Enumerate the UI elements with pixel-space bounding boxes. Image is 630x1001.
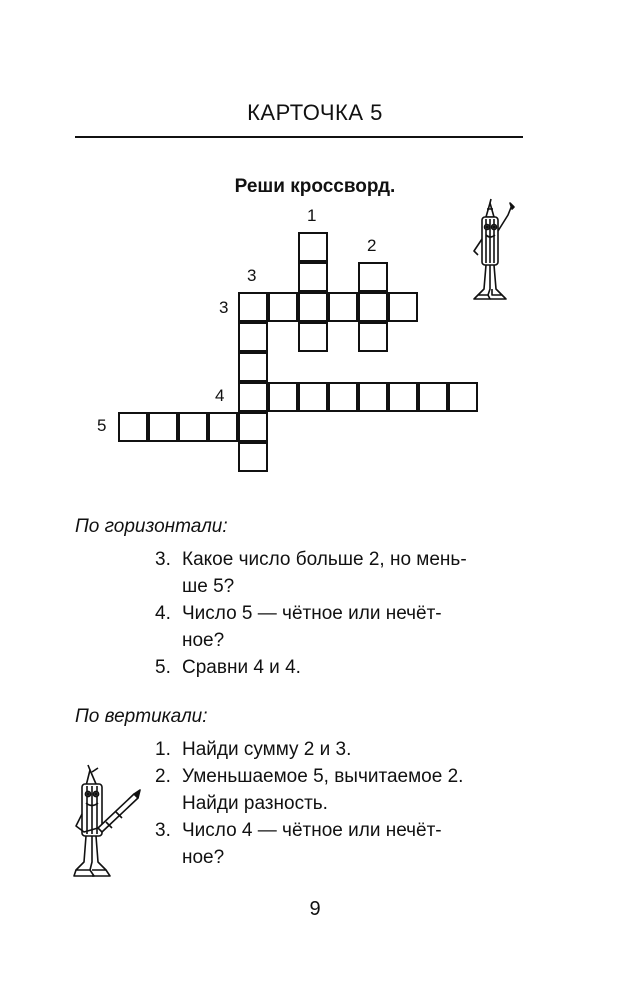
clue-number-5: 5 — [97, 416, 107, 435]
crossword-cell[interactable] — [358, 262, 388, 292]
crossword-cell[interactable] — [268, 292, 298, 322]
crossword-cell[interactable] — [388, 382, 418, 412]
crossword-cell[interactable] — [298, 382, 328, 412]
clue-text: Какое число больше 2, но мень- — [182, 549, 467, 570]
clue-number-2: 2 — [367, 236, 377, 255]
crossword-cell[interactable] — [418, 382, 448, 412]
clue-text: Сравни 4 и 4. — [182, 657, 301, 678]
pencil-character-icon — [468, 195, 518, 307]
crossword-cell[interactable] — [298, 292, 328, 322]
clue-number: 1. — [155, 739, 171, 760]
crossword-cell[interactable] — [238, 442, 268, 472]
crossword-cell[interactable] — [238, 322, 268, 352]
clue-number: 5. — [155, 657, 171, 678]
clue-number-4: 4 — [215, 386, 225, 405]
clue-number: 2. — [155, 766, 171, 787]
crossword-cell[interactable] — [388, 292, 418, 322]
crossword-cell[interactable] — [238, 352, 268, 382]
crossword-cell[interactable] — [358, 322, 388, 352]
clue-text: Число 5 — чётное или нечёт- — [182, 603, 442, 624]
clue-text: ное? — [182, 630, 225, 651]
horizontal-clue-4 — [155, 600, 535, 654]
crossword-cell[interactable] — [208, 412, 238, 442]
clue-text: Найди разность. — [182, 793, 328, 814]
crossword-cell[interactable] — [238, 292, 268, 322]
clue-text: ше 5? — [182, 576, 235, 597]
crossword-cell[interactable] — [358, 292, 388, 322]
vertical-clue-1 — [155, 736, 535, 763]
crossword-cell[interactable] — [328, 292, 358, 322]
vertical-clue-2 — [155, 763, 535, 817]
vertical-clue-3 — [155, 817, 535, 871]
crossword-cell[interactable] — [268, 382, 298, 412]
crossword-cell[interactable] — [358, 382, 388, 412]
clue-text: Уменьшаемое 5, вычитаемое 2. — [182, 766, 464, 787]
clue-number-1: 1 — [307, 206, 317, 225]
clue-text: Найди сумму 2 и 3. — [182, 739, 352, 760]
card-title: КАРТОЧКА 5 — [247, 100, 383, 125]
horizontal-clue-5 — [155, 654, 535, 681]
pencil-character-icon — [72, 762, 142, 884]
crossword-cell[interactable] — [148, 412, 178, 442]
clue-number-3-down: 3 — [247, 266, 257, 285]
clue-text: Число 4 — чётное или нечёт- — [182, 820, 442, 841]
crossword-cell[interactable] — [178, 412, 208, 442]
clue-number: 3. — [155, 549, 171, 570]
crossword-cell[interactable] — [328, 382, 358, 412]
header-divider — [75, 136, 523, 138]
page-number: 9 — [309, 898, 321, 920]
clue-number: 3. — [155, 820, 171, 841]
clue-number-3-across: 3 — [219, 298, 229, 317]
crossword-cell[interactable] — [238, 382, 268, 412]
clue-text: ное? — [182, 847, 225, 868]
crossword-cell[interactable] — [238, 412, 268, 442]
vertical-clues-title: По вертикали: — [75, 706, 208, 727]
crossword-cell[interactable] — [298, 232, 328, 262]
task-title: Реши кроссворд. — [234, 176, 396, 197]
crossword-cell[interactable] — [298, 262, 328, 292]
horizontal-clue-3 — [155, 546, 535, 600]
crossword-cell[interactable] — [448, 382, 478, 412]
horizontal-clues-title: По горизонтали: — [75, 516, 228, 537]
crossword-cell[interactable] — [298, 322, 328, 352]
crossword-cell[interactable] — [118, 412, 148, 442]
clue-number: 4. — [155, 603, 171, 624]
